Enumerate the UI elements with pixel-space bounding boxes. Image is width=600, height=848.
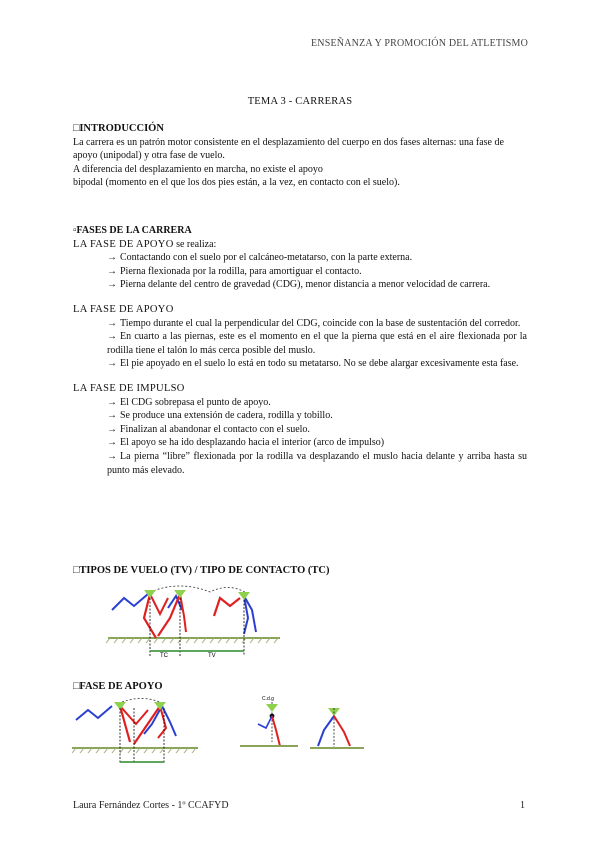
phases-heading xyxy=(73,224,527,238)
impulse-list xyxy=(73,396,527,478)
list-item-text: Tiempo durante el cual la perpendicular del CDG, coincide con la base de sustentación del corredor. xyxy=(120,317,521,329)
intro-section xyxy=(73,122,527,190)
checkbox-icon: □ xyxy=(73,565,80,576)
intro-title: INTRODUCCIÓN xyxy=(79,123,164,134)
support1-heading xyxy=(73,238,527,252)
support1-heading-main: LA FASE DE APOYO xyxy=(73,238,174,250)
list-item xyxy=(107,317,527,331)
arrow-icon: → xyxy=(107,317,117,329)
arrow-icon: → xyxy=(107,358,117,370)
tc-label: TC xyxy=(160,653,168,658)
list-item-text: El pie apoyado en el suelo lo está en todo su metatarso. No se debe alargar excesivamente esta fase. xyxy=(120,358,519,370)
cdg-trajectory xyxy=(150,586,248,594)
intro-line: apoyo (unipodal) y otra fase de vuelo. xyxy=(73,150,225,162)
flight-heading xyxy=(73,564,527,578)
arrow-icon: → xyxy=(107,252,117,264)
rear-leg xyxy=(318,716,334,746)
list-item xyxy=(107,436,527,450)
cdg-label: C.d.g xyxy=(262,696,274,702)
list-item xyxy=(107,450,527,477)
support1-heading-suffix: se realiza: xyxy=(173,238,217,250)
intro-line: La carrera es un patrón motor consistente en el desplazamiento del cuerpo en dos fases alternas: una fase de xyxy=(73,136,504,148)
checkbox-icon: □ xyxy=(73,123,80,134)
list-item-text: El CDG sobrepasa el punto de apoyo. xyxy=(120,396,271,408)
list-item-text: Pierna delante del centro de gravedad (CDG), menor distancia a menor velocidad de carrera. xyxy=(120,279,491,291)
topic-title: TEMA 3 - CARRERAS xyxy=(247,96,353,107)
flight-contact-figure xyxy=(98,578,284,658)
list-item-text: En cuarto a las piernas, este es el momento en el que la pierna que está en el aire flexionada por la rodilla tiene el talón lo más cerca posible del muslo. xyxy=(107,331,527,356)
list-item-text: El apoyo se ha ido desplazando hacia el interior (arco de impulso) xyxy=(120,437,385,449)
intro-line: A diferencia del desplazamiento en marcha, no existe el apoyo xyxy=(73,163,323,175)
support1-list xyxy=(73,251,527,292)
list-item-text: Pierna flexionada por la rodilla, para amortiguar el contacto. xyxy=(120,265,362,277)
support-figure-heading xyxy=(73,680,527,694)
arrow-icon: → xyxy=(107,265,117,277)
list-item-text: Contactando con el suelo por el calcáneo-metatarso, con la parte externa. xyxy=(120,252,413,264)
impulse-figure xyxy=(308,702,368,754)
arrow-icon: → xyxy=(107,410,117,422)
list-item xyxy=(107,396,527,410)
footer-page-number: 1 xyxy=(520,800,525,811)
front-leg xyxy=(334,716,350,746)
support-phase-figure xyxy=(72,694,202,770)
runner-figure xyxy=(158,590,186,636)
support-figure-title: FASE DE APOYO xyxy=(79,681,163,692)
cdg-vertical-figure xyxy=(236,694,300,754)
list-item xyxy=(107,278,527,292)
intro-line: bipodal (momento en el que los dos pies están, a la vez, en contacto con el suelo). xyxy=(73,177,400,189)
checkbox-icon: □ xyxy=(73,681,80,692)
running-header: ENSEÑANZA Y PROMOCIÓN DEL ATLETISMO xyxy=(311,38,528,49)
list-item-text: Se produce una extensión de cadera, rodilla y tobillo. xyxy=(120,410,333,422)
support2-list xyxy=(73,317,527,371)
arrow-icon: → xyxy=(107,396,117,408)
swing-arm xyxy=(258,716,272,728)
flight-title: TIPOS DE VUELO (TV) / TIPO DE CONTACTO (TC) xyxy=(79,565,330,576)
impulse-heading: LA FASE DE IMPULSO xyxy=(73,382,185,394)
arrow-icon: → xyxy=(107,331,117,343)
footer-author: Laura Fernández Cortes - 1º CCAFYD xyxy=(73,800,229,811)
runner-figure xyxy=(134,702,176,744)
tv-label: TV xyxy=(208,653,216,658)
intro-heading xyxy=(73,122,527,136)
phases-section xyxy=(73,224,527,477)
list-item xyxy=(107,265,527,279)
list-item xyxy=(107,357,527,371)
arrow-icon: → xyxy=(107,279,117,291)
list-item xyxy=(107,330,527,357)
arrow-icon: → xyxy=(107,423,117,435)
support2-heading: LA FASE DE APOYO xyxy=(73,303,174,315)
list-item-text: La pierna “libre” flexionada por la rodilla va desplazando el muslo hacia delante y arriba hasta su punto más elevado. xyxy=(107,450,527,476)
list-item xyxy=(107,423,527,437)
list-item xyxy=(107,251,527,265)
support-leg xyxy=(272,716,280,746)
small-checkbox-icon: ▫ xyxy=(73,225,77,236)
phases-title: FASES DE LA CARRERA xyxy=(76,225,192,236)
runner-figure xyxy=(76,702,148,742)
list-item xyxy=(107,409,527,423)
arrow-icon: → xyxy=(107,450,117,462)
runner-figure xyxy=(214,592,256,634)
head-marker xyxy=(266,704,278,712)
support-figure-section xyxy=(73,680,527,694)
runner-figure xyxy=(112,590,168,638)
flight-section xyxy=(73,564,527,578)
arrow-icon: → xyxy=(107,437,117,449)
list-item-text: Finalizan al abandonar el contacto con el suelo. xyxy=(120,423,310,435)
